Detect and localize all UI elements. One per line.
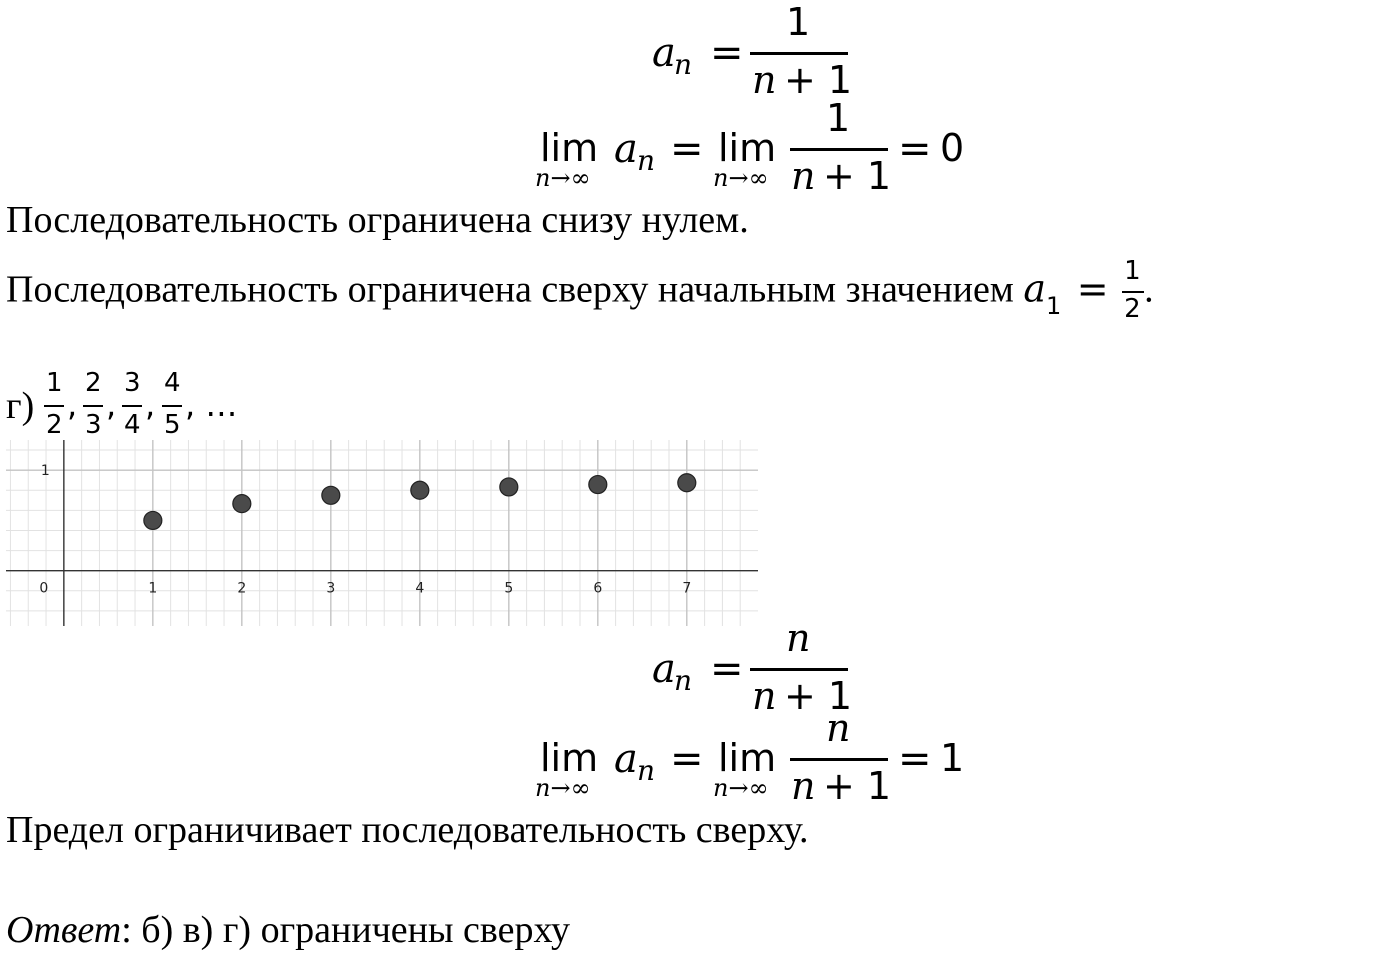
data-point [500,478,518,496]
fraction-one-half [1122,258,1144,328]
graph-minor-grid [6,440,758,626]
limit-operator-2: lim [718,736,777,780]
formula-numerator: n [786,616,811,660]
x-tick-label: 3 [326,580,336,597]
text-var-subscript: 1 [1046,291,1062,320]
limit-var-subscript: n [637,144,656,177]
fraction-bar [162,405,182,407]
formula-subscript: n [674,664,693,697]
item-label: г) [6,385,35,427]
limit-equals-2: = [898,736,932,782]
formula-var: a [652,30,676,76]
x-tick-label: 5 [504,580,514,597]
limit-subscript: n→∞ [535,774,591,802]
x-tick-label: 4 [415,580,425,597]
text-bounded-below: Последовательность ограничена снизу нулем. [6,199,749,241]
fraction-numerator: 1 [1124,256,1141,286]
data-point [589,476,607,494]
x-tick-label: 2 [237,580,247,597]
limit-numerator: n [826,706,851,750]
formula-subscript: n [674,48,693,81]
limit-operator: lim [540,736,599,780]
graph-major-grid [6,440,758,626]
fraction-bar [750,668,848,671]
seq-denominator-4: 5 [164,410,181,440]
seq-comma-1: , [67,386,78,424]
data-point [322,486,340,504]
limit-equals: = [670,736,704,782]
limit-operator-2: lim [718,126,777,170]
x-tick-label: 1 [148,580,158,597]
fraction-bar [122,405,142,407]
formula-equals: = [710,30,744,76]
y-tick-label: 1 [40,463,50,480]
seq-numerator-2: 2 [85,368,102,398]
formula-equals: = [710,646,744,692]
limit-numerator: 1 [826,96,851,140]
formula-denominator-var: n [752,674,777,718]
fraction-bar [790,148,888,151]
seq-denominator-3: 4 [124,410,141,440]
limit-var-subscript: n [637,754,656,787]
text-period: . [1144,268,1154,311]
text-equals: = [1076,266,1109,311]
graph-axes [6,440,758,626]
formula-denominator-rest: + 1 [784,674,853,718]
formula-denominator-rest: + 1 [784,58,853,102]
limit-denominator-var: n [791,764,816,808]
seq-denominator-1: 2 [46,410,63,440]
limit-subscript-2: n→∞ [713,774,769,802]
seq-numerator-1: 1 [46,368,63,398]
text-bounded-above-text: Последовательность ограничена сверху начальным значением [6,268,1014,311]
fraction-bar [83,405,103,407]
data-point [678,474,696,492]
seq-ellipsis: , … [185,386,238,424]
item-g-sequence [6,368,306,444]
seq-numerator-4: 4 [164,368,181,398]
limit-var: a [614,126,638,172]
data-point [233,495,251,513]
data-point [144,511,162,529]
formula-numerator: 1 [786,0,811,44]
answer [6,908,570,952]
limit-result: 1 [940,736,965,780]
formula-denominator-var: n [752,58,777,102]
seq-comma-2: , [106,386,117,424]
x-tick-label: 0 [39,580,49,597]
text-bounded-above [6,258,1154,328]
sequence-graph [6,440,758,626]
text-var: a [1023,266,1047,311]
x-tick-label: 6 [593,580,603,597]
limit-denominator-rest: + 1 [823,764,892,808]
limit-subscript: n→∞ [535,164,591,192]
fraction-bar [790,758,888,761]
formula-var: a [652,646,676,692]
limit-result: 0 [940,126,965,170]
fraction-denominator: 2 [1124,294,1141,324]
answer-label: Ответ [6,909,122,951]
fraction-bar [44,405,64,407]
limit-equals-2: = [898,126,932,172]
limit-operator: lim [540,126,599,170]
limit-denominator-rest: + 1 [823,154,892,198]
seq-denominator-2: 3 [85,410,102,440]
answer-text: : б) в) г) ограничены сверху [121,909,571,951]
x-tick-label: 7 [682,580,692,597]
fraction-bar [1122,291,1144,293]
limit-denominator-var: n [791,154,816,198]
seq-comma-3: , [145,386,156,424]
limit-subscript-2: n→∞ [713,164,769,192]
seq-numerator-3: 3 [124,368,141,398]
limit-var: a [614,736,638,782]
text-limit-bounds: Предел ограничивает последовательность сверху. [6,809,809,851]
fraction-bar [750,52,848,55]
limit-equals: = [670,126,704,172]
data-point [411,481,429,499]
